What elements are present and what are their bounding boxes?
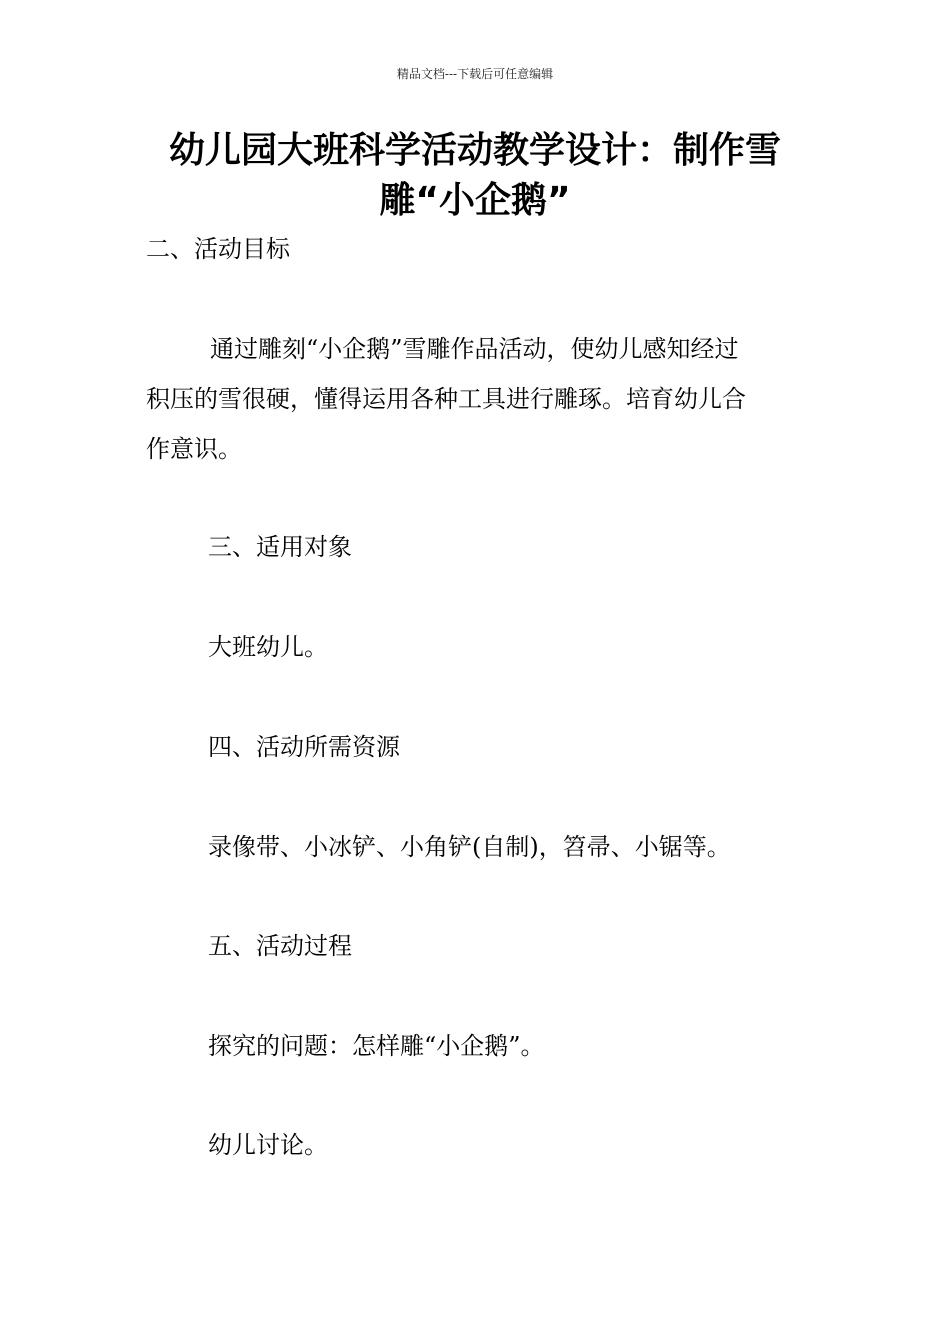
page-header: 精品文档---下载后可任意编辑 [396,67,554,81]
title-line-2: 雕“小企鹅” [379,180,571,221]
section-heading-goal: 二、活动目标 [146,235,290,263]
section-heading-resources: 四、活动所需资源 [208,733,400,761]
process-discussion: 幼儿讨论。 [208,1131,328,1159]
document-title [120,126,830,226]
process-question: 探究的问题：怎样雕“小企鹅”。 [208,1032,545,1060]
goal-paragraph [146,324,806,474]
section-heading-process: 五、活动过程 [208,932,352,960]
goal-paragraph-line-2: 积压的雪很硬，懂得运用各种工具进行雕琢。培育幼儿合 [146,385,746,413]
section-heading-target: 三、适用对象 [208,533,352,561]
resources-text: 录像带、小冰铲、小角铲(自制)，笤帚、小锯等。 [208,833,731,861]
target-text: 大班幼儿。 [208,633,328,661]
goal-paragraph-line-3: 作意识。 [146,435,242,463]
title-line-1: 幼儿园大班科学活动教学设计：制作雪 [168,130,781,171]
goal-paragraph-line-1: 通过雕刻“小企鹅”雪雕作品活动，使幼儿感知经过 [210,335,739,363]
